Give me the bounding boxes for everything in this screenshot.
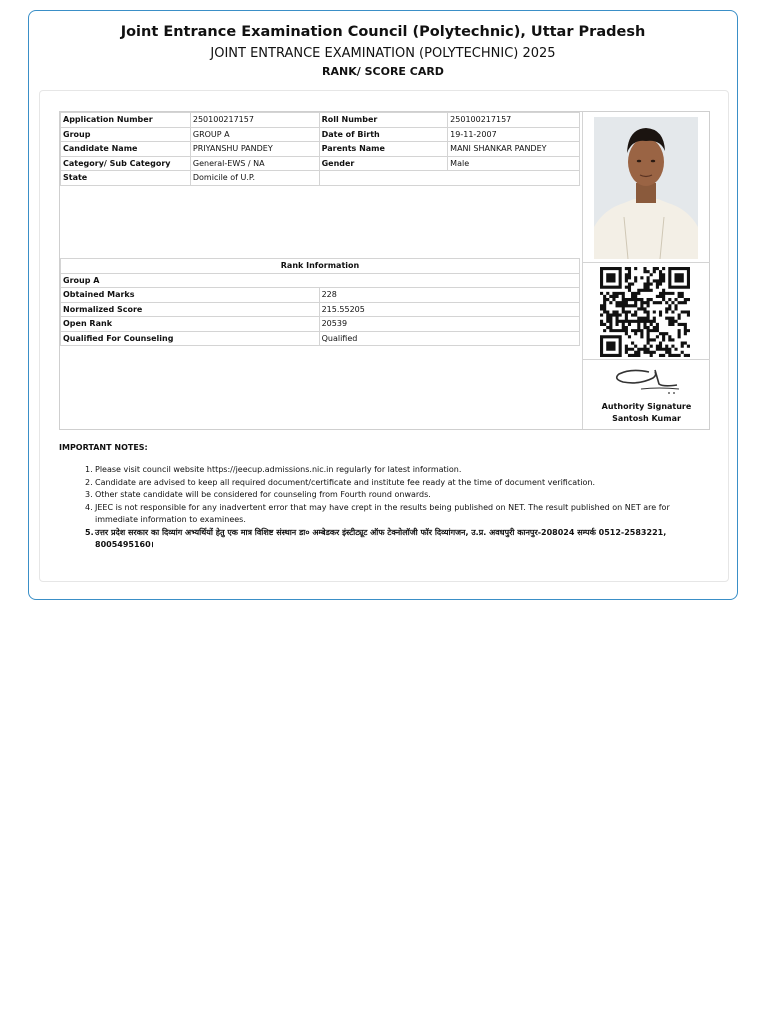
note-text: Please visit council website https://jeecup.admissions.nic.in regularly for latest information. bbox=[95, 465, 462, 474]
qualified-value: Qualified bbox=[319, 331, 579, 346]
state-label: State bbox=[61, 171, 191, 186]
gender-value: Male bbox=[448, 156, 580, 171]
note-number: 3. bbox=[85, 490, 93, 499]
normalized-score-value: 215.55205 bbox=[319, 302, 579, 317]
group-label: Group bbox=[61, 127, 191, 142]
note-item bbox=[85, 477, 710, 490]
table-row bbox=[61, 302, 580, 317]
note-number: 2. bbox=[85, 477, 93, 487]
note-text: Other state candidate will be considered for counseling from Fourth round onwards. bbox=[95, 490, 431, 499]
rank-info-table bbox=[60, 258, 580, 346]
table-row bbox=[61, 142, 580, 157]
qualified-label: Qualified For Counseling bbox=[61, 331, 320, 346]
obtained-marks-value: 228 bbox=[319, 288, 579, 303]
table-row bbox=[61, 259, 580, 274]
table-row bbox=[61, 127, 580, 142]
parents-name-label: Parents Name bbox=[319, 142, 448, 157]
card-body bbox=[39, 90, 729, 582]
notes-title: IMPORTANT NOTES: bbox=[59, 443, 148, 452]
photo-qr-column bbox=[582, 112, 710, 429]
normalized-score-label: Normalized Score bbox=[61, 302, 320, 317]
note-text: JEEC is not responsible for any inadvertent error that may have crept in the results being published on NET. The result published on NET are for immediate information to examinees. bbox=[95, 502, 670, 524]
obtained-marks-label: Obtained Marks bbox=[61, 288, 320, 303]
candidate-box bbox=[59, 111, 710, 430]
open-rank-label: Open Rank bbox=[61, 317, 320, 332]
notes-list bbox=[85, 464, 710, 552]
table-row bbox=[61, 171, 580, 186]
table-row bbox=[61, 113, 580, 128]
table-row bbox=[61, 331, 580, 346]
note-text: उत्तर प्रदेश सरकार का दिव्यांग अभ्यर्थियों हेतु एक मात्र विशिष्ट संस्थान डा० अम्बेडकर इंस्टीट्यूट ऑफ टेक्नोलॉजी फॉर दिव्यांगजन, उ.प्र. अवधपुरी कानपुर-208024 सम्पर्क 0512-2583221, 8005495160। bbox=[95, 527, 667, 549]
parents-name-value: MANI SHANKAR PANDEY bbox=[448, 142, 580, 157]
score-card bbox=[28, 10, 738, 600]
note-number: 4. bbox=[85, 502, 93, 512]
group-value: GROUP A bbox=[190, 127, 319, 142]
rank-info-heading: Rank Information bbox=[61, 259, 580, 274]
roll-number-label: Roll Number bbox=[319, 113, 448, 128]
council-title: Joint Entrance Examination Council (Polytechnic), Uttar Pradesh bbox=[120, 24, 646, 40]
qr-code bbox=[600, 267, 690, 357]
candidate-photo bbox=[594, 117, 698, 259]
authority-name: Santosh Kumar bbox=[612, 414, 681, 423]
exam-title: JOINT ENTRANCE EXAMINATION (POLYTECHNIC) 2025 bbox=[210, 46, 556, 61]
card-title: RANK/ SCORE CARD bbox=[322, 65, 444, 78]
dob-label: Date of Birth bbox=[319, 127, 448, 142]
candidate-name-value: PRIYANSHU PANDEY bbox=[190, 142, 319, 157]
table-row bbox=[61, 273, 580, 288]
empty-cell bbox=[319, 171, 579, 186]
category-label: Category/ Sub Category bbox=[61, 156, 191, 171]
table-row bbox=[61, 288, 580, 303]
table-row bbox=[61, 156, 580, 171]
application-number-label: Application Number bbox=[61, 113, 191, 128]
note-text: Candidate are advised to keep all required document/certificate and institute fee ready at the time of document verification. bbox=[95, 477, 596, 487]
note-item bbox=[85, 527, 710, 552]
gender-label: Gender bbox=[319, 156, 448, 171]
qr-code-area bbox=[583, 262, 710, 360]
roll-number-value: 250100217157 bbox=[448, 113, 580, 128]
candidate-name-label: Candidate Name bbox=[61, 142, 191, 157]
rank-group: Group A bbox=[61, 273, 580, 288]
authority-signature-label: Authority Signature bbox=[601, 402, 692, 411]
category-value: General-EWS / NA bbox=[190, 156, 319, 171]
application-number-value: 250100217157 bbox=[190, 113, 319, 128]
authority-signature-image bbox=[611, 366, 683, 396]
candidate-details-table bbox=[60, 112, 580, 186]
note-item bbox=[85, 464, 710, 477]
state-value: Domicile of U.P. bbox=[190, 171, 319, 186]
note-item bbox=[85, 502, 710, 527]
note-item bbox=[85, 489, 710, 502]
table-row bbox=[61, 317, 580, 332]
open-rank-value: 20539 bbox=[319, 317, 579, 332]
note-number: 1. bbox=[85, 465, 93, 474]
note-number: 5. bbox=[85, 527, 94, 537]
authority-signature-block bbox=[583, 401, 710, 425]
dob-value: 19-11-2007 bbox=[448, 127, 580, 142]
